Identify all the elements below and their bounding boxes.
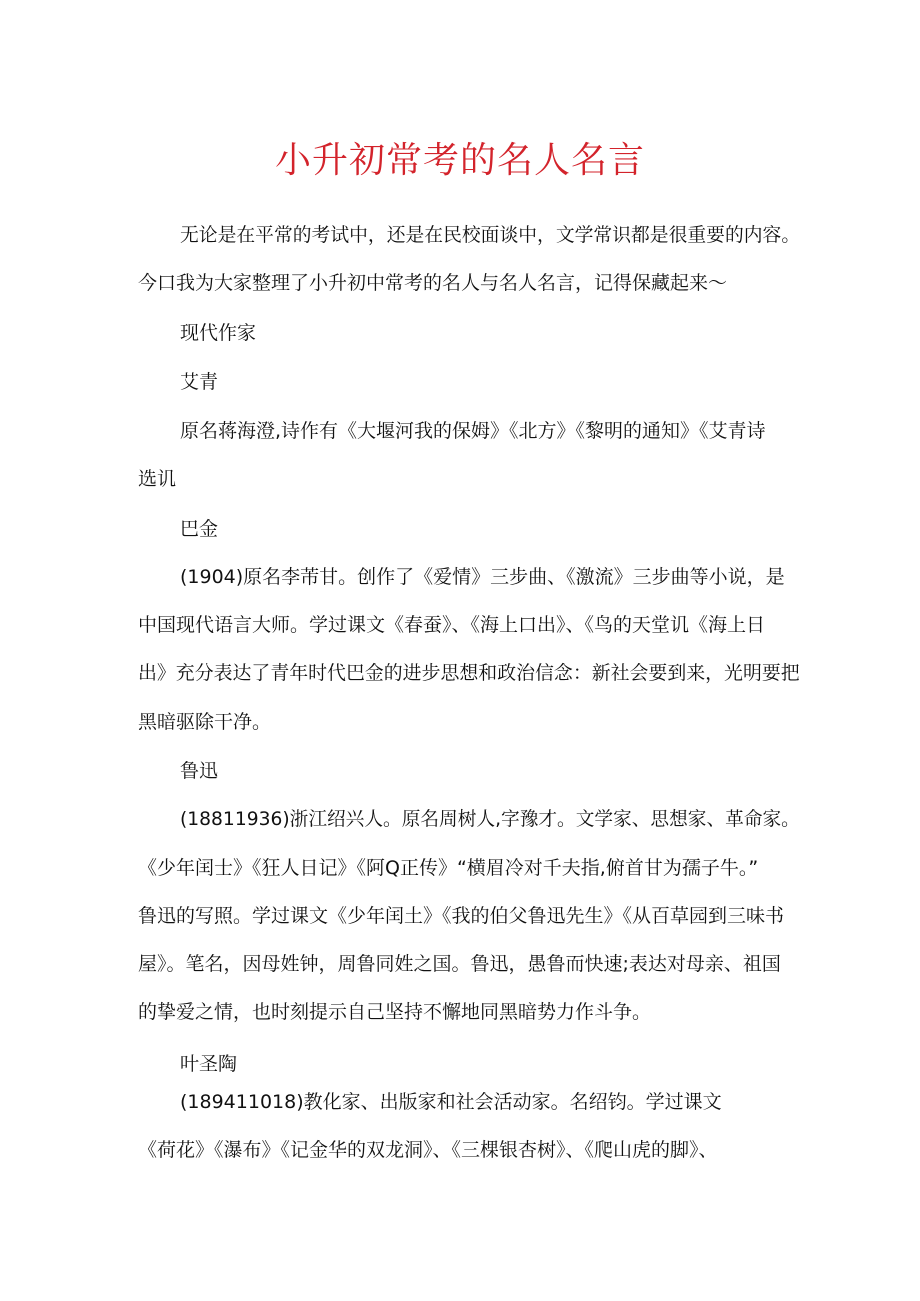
author-bio-line: 黑暗驱除干净。 bbox=[138, 711, 272, 733]
author-bio-line: 出》充分表达了青年时代巴金的进步思想和政治信念：新社会要到来，光明要把 bbox=[138, 662, 800, 684]
author-name: 艾青 bbox=[180, 371, 219, 393]
author-name: 巴金 bbox=[180, 518, 219, 540]
author-bio-line: 《荷花》《瀑布》《记金华的双龙洞》、《三棵银杏树》、《爬山虎的脚》、 bbox=[138, 1139, 718, 1161]
author-name: 叶圣陶 bbox=[180, 1053, 238, 1075]
author-bio-line: 《少年闰士》《狂人日记》《阿Q正传》“横眉冷对千夫指,俯首甘为孺子牛。” bbox=[138, 857, 759, 879]
section-heading: 现代作家 bbox=[180, 322, 257, 344]
author-bio-line: 选讥 bbox=[138, 468, 177, 490]
author-bio-line: 中国现代语言大师。学过课文《春蚕》、《海上口出》、《鸟的天堂讥《海上日 bbox=[138, 614, 766, 636]
author-bio-line: 鲁迅的写照。学过课文《少年闰土》《我的伯父鲁迅先生》《从百草园到三味书 bbox=[138, 905, 785, 927]
author-bio-line: 屋》。笔名，因母姓钟，周鲁同姓之国。鲁迅，愚鲁而快速;表达对母亲、祖国 bbox=[138, 953, 781, 975]
author-bio-line: (18811936)浙江绍兴人。原名周树人,字豫才。文学家、思想家、革命家。 bbox=[180, 808, 800, 830]
intro-line-2: 今口我为大家整理了小升初中常考的名人与名人名言，记得保藏起来～ bbox=[138, 272, 728, 294]
author-bio-line: 原名蒋海澄,诗作有《大堰河我的保姆》《北方》《黎明的通知》《艾青诗 bbox=[180, 420, 766, 442]
intro-line-1: 无论是在平常的考试中，还是在民校面谈中，文学常识都是很重要的内容。 bbox=[180, 224, 801, 246]
author-bio-line: (189411018)教化家、出版家和社会活动家。名绍钧。学过课文 bbox=[180, 1091, 722, 1113]
author-name: 鲁迅 bbox=[180, 760, 219, 782]
page-title: 小升初常考的名人名言 bbox=[274, 140, 645, 181]
author-bio-line: 的挚爱之情，也时刻提示自己坚持不懈地同黑暗势力作斗争。 bbox=[138, 1001, 652, 1023]
author-bio-line: (1904)原名李芾甘。创作了《爱情》三步曲、《激流》三步曲等小说，是 bbox=[180, 566, 785, 588]
